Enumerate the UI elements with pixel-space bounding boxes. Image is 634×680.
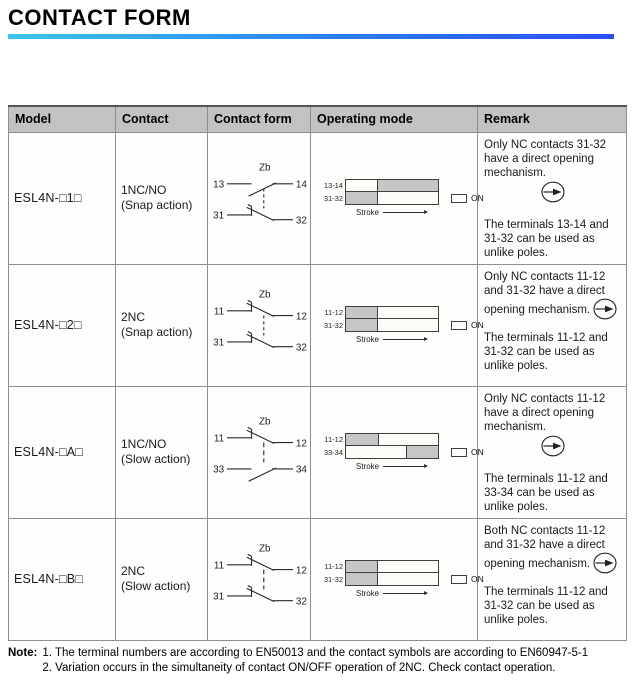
accent-divider-bar [8, 34, 614, 39]
contact-circuit-diagram [210, 543, 310, 618]
stroke-axis-label [356, 208, 439, 217]
on-segment [346, 561, 377, 572]
footnote-items [42, 646, 597, 676]
model-cell [9, 518, 116, 640]
model-number: ESL4N-□B□ [14, 572, 84, 586]
direct-opening-action-symbol [541, 181, 565, 203]
stroke-band [345, 433, 439, 446]
stroke-band-row [316, 560, 439, 573]
off-segment [378, 434, 438, 445]
stroke-direction-arrow [383, 466, 427, 467]
stroke-direction-arrow [383, 593, 427, 594]
terminal-pair-label: 31-32 [323, 320, 343, 330]
stroke-band-row [316, 573, 439, 586]
stroke-label-text: Stroke [356, 335, 380, 344]
contact-form-table [8, 105, 627, 641]
operating-mode-cell [311, 518, 484, 640]
stroke-band-chart [316, 179, 439, 217]
off-segment [377, 307, 438, 318]
on-swatch [451, 575, 467, 584]
stroke-axis-label [356, 462, 439, 471]
stroke-band-chart [316, 560, 439, 598]
remark-text-1: Only NC contacts 31-32 have a direct opening mechanism. [484, 138, 607, 179]
stroke-band-row [316, 446, 439, 459]
on-segment [406, 446, 438, 458]
on-segment [346, 192, 377, 204]
operating-mode-chart [316, 433, 484, 471]
off-segment [346, 180, 377, 191]
operating-mode-chart [316, 560, 484, 598]
svg-text:Zb: Zb [258, 416, 271, 428]
footnote-label: Note: [8, 646, 38, 659]
remark-text-1: Only NC contacts 11-12 and 31-32 have a direct opening mechanism. [484, 270, 606, 316]
contact-form-cell [208, 386, 311, 518]
remark-paragraph-2: The terminals 11-12 and 31-32 can be used as unlike poles. [484, 585, 608, 626]
on-swatch [451, 448, 467, 457]
stroke-axis-label [356, 335, 439, 344]
stroke-axis-label [356, 589, 439, 598]
stroke-band [345, 179, 439, 192]
contact-configuration: 1NC/NO [121, 183, 167, 197]
contact-form-cell [208, 518, 311, 640]
contact-form-cell [208, 132, 311, 264]
on-legend-label: ON [471, 320, 484, 330]
on-segment [377, 180, 438, 191]
remark-cell [478, 132, 627, 264]
footnote [8, 646, 626, 676]
direct-opening-action-symbol [593, 552, 617, 574]
remark-cell [478, 264, 627, 386]
direct-opening-action-icon [590, 304, 617, 316]
on-legend [451, 320, 484, 330]
direct-opening-action-symbol [541, 435, 565, 457]
contact-cell [116, 518, 208, 640]
on-swatch [451, 194, 467, 203]
column-header-contact-form: Contact form [208, 106, 311, 132]
off-segment [377, 319, 438, 331]
contact-configuration: 1NC/NO [121, 437, 167, 451]
svg-text:13: 13 [213, 179, 225, 191]
terminal-pair-label: 11-12 [324, 561, 343, 571]
svg-text:32: 32 [295, 214, 307, 226]
operating-mode-chart [316, 306, 484, 344]
svg-text:11: 11 [213, 306, 225, 318]
stroke-band-row [316, 306, 439, 319]
svg-text:Zb: Zb [258, 543, 271, 555]
operating-mode-chart [316, 179, 484, 217]
stroke-band [345, 446, 439, 459]
remark-text-1: Both NC contacts 11-12 and 31-32 have a direct opening mechanism. [484, 524, 606, 570]
off-segment [377, 573, 438, 585]
contact-circuit-diagram [210, 416, 310, 491]
on-segment [346, 307, 377, 318]
stroke-label-text: Stroke [356, 589, 380, 598]
contact-circuit-svg [210, 541, 310, 615]
contact-cell [116, 264, 208, 386]
on-segment [346, 573, 377, 585]
table-row [9, 518, 627, 640]
operating-mode-cell [311, 264, 484, 386]
contact-circuit-svg [210, 287, 310, 361]
direct-opening-action-icon [484, 181, 622, 207]
off-segment [346, 446, 406, 458]
on-segment [346, 434, 378, 445]
terminal-pair-label: 31-32 [323, 574, 343, 584]
svg-text:11: 11 [213, 433, 225, 445]
stroke-band [345, 573, 439, 586]
stroke-band [345, 192, 439, 205]
stroke-band-chart [316, 306, 439, 344]
remark-paragraph-1 [484, 392, 622, 434]
stroke-band [345, 560, 439, 573]
remark-paragraph-1 [484, 138, 622, 180]
remark-text-1: Only NC contacts 11-12 have a direct opening mechanism. [484, 392, 606, 433]
operating-mode-cell [311, 132, 484, 264]
model-cell [9, 386, 116, 518]
column-header-contact: Contact [116, 106, 208, 132]
stroke-band [345, 306, 439, 319]
on-swatch [451, 321, 467, 330]
stroke-label-text: Stroke [356, 462, 380, 471]
contact-cell [116, 132, 208, 264]
svg-text:34: 34 [295, 464, 307, 476]
svg-text:14: 14 [295, 179, 307, 191]
contact-form-cell [208, 264, 311, 386]
stroke-band [345, 319, 439, 332]
stroke-band-chart [316, 433, 439, 471]
contact-circuit-svg [210, 160, 310, 234]
contact-action-type: (Slow action) [121, 452, 191, 466]
off-segment [377, 192, 438, 204]
contact-circuit-svg [210, 414, 310, 488]
svg-text:31: 31 [213, 591, 225, 603]
on-legend [451, 574, 484, 584]
contact-circuit-diagram [210, 289, 310, 364]
column-header-operating-mode: Operating mode [311, 106, 478, 132]
svg-text:12: 12 [295, 310, 307, 322]
direct-opening-action-icon [484, 435, 622, 461]
footnote-item-2: 2. Variation occurs in the simultaneity of contact ON/OFF operation of 2NC. Check contact operation. [42, 661, 556, 674]
direct-opening-action-symbol [593, 298, 617, 320]
table-header-row [9, 106, 627, 132]
on-legend [451, 193, 484, 203]
terminal-pair-label: 13-14 [323, 180, 343, 190]
svg-text:Zb: Zb [258, 162, 271, 174]
contact-action-type: (Snap action) [121, 325, 193, 339]
contact-action-type: (Snap action) [121, 198, 193, 212]
remark-paragraph-1 [484, 524, 622, 574]
svg-text:33: 33 [213, 464, 225, 476]
terminal-pair-label: 33-34 [323, 447, 343, 457]
remark-paragraph-1 [484, 270, 622, 320]
stroke-band-row [316, 192, 439, 205]
operating-mode-cell [311, 386, 484, 518]
svg-text:12: 12 [295, 564, 307, 576]
terminal-pair-label: 31-32 [323, 193, 343, 203]
svg-text:Zb: Zb [258, 289, 271, 301]
on-legend-label: ON [471, 193, 484, 203]
stroke-direction-arrow [383, 339, 427, 340]
remark-paragraph-2: The terminals 13-14 and 31-32 can be used as unlike poles. [484, 218, 609, 259]
stroke-band-row [316, 319, 439, 332]
model-number: ESL4N-□2□ [14, 318, 82, 332]
footnote-item-1: 1. The terminal numbers are according to EN50013 and the contact symbols are according to EN60947-5-1 [42, 646, 589, 659]
model-number: ESL4N-□1□ [14, 191, 82, 205]
model-cell [9, 132, 116, 264]
contact-cell [116, 386, 208, 518]
contact-configuration: 2NC [121, 310, 146, 324]
contact-action-type: (Slow action) [121, 579, 191, 593]
svg-text:32: 32 [295, 595, 307, 607]
svg-text:32: 32 [295, 341, 307, 353]
remark-paragraph-2: The terminals 11-12 and 33-34 can be used as unlike poles. [484, 472, 608, 513]
stroke-label-text: Stroke [356, 208, 380, 217]
table-body [9, 132, 627, 640]
svg-text:11: 11 [213, 560, 225, 572]
remark-cell [478, 386, 627, 518]
stroke-direction-arrow [383, 212, 427, 213]
table-row [9, 386, 627, 518]
direct-opening-action-icon [590, 558, 617, 570]
table-row [9, 132, 627, 264]
terminal-pair-label: 11-12 [324, 434, 343, 444]
table-row [9, 264, 627, 386]
on-segment [346, 319, 377, 331]
contact-configuration: 2NC [121, 564, 146, 578]
on-legend-label: ON [471, 447, 484, 457]
off-segment [377, 561, 438, 572]
terminal-pair-label: 11-12 [324, 307, 343, 317]
remark-cell [478, 518, 627, 640]
model-cell [9, 264, 116, 386]
column-header-remark: Remark [478, 106, 627, 132]
remark-paragraph-2: The terminals 11-12 and 31-32 can be used as unlike poles. [484, 331, 608, 372]
page-title: CONTACT FORM [8, 5, 191, 30]
svg-text:12: 12 [295, 437, 307, 449]
svg-text:31: 31 [213, 337, 225, 349]
model-number: ESL4N-□A□ [14, 445, 84, 459]
on-legend [451, 447, 484, 457]
svg-text:31: 31 [213, 210, 225, 222]
stroke-band-row [316, 179, 439, 192]
stroke-band-row [316, 433, 439, 446]
on-legend-label: ON [471, 574, 484, 584]
contact-circuit-diagram [210, 162, 310, 237]
column-header-model: Model [9, 106, 116, 132]
